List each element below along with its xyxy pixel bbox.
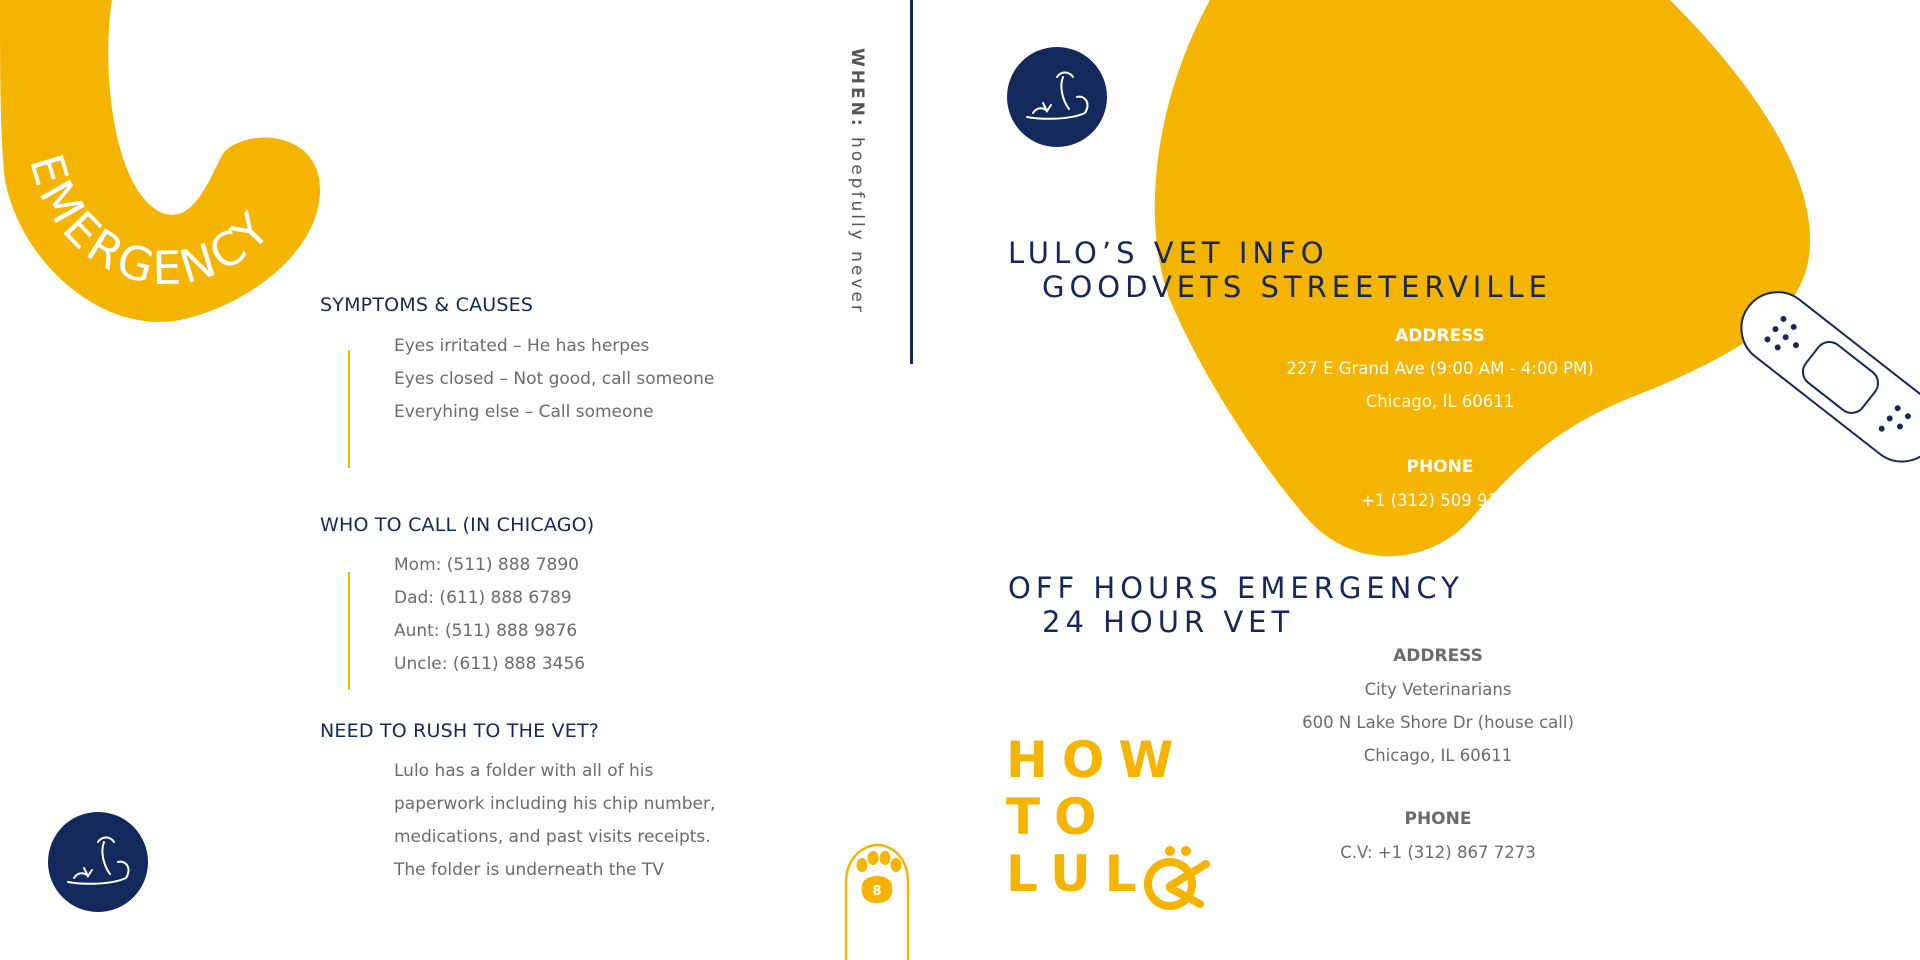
emergency-word: EMERGENCY [18, 147, 283, 296]
rush-text [394, 755, 715, 887]
list-item: Uncle: (611) 888 3456 [394, 654, 586, 674]
vet-phone: +1 (312) 509 9170 [1361, 491, 1519, 510]
dog-logo-icon [1007, 47, 1107, 147]
page-number: 8 [872, 884, 882, 899]
who-to-call-list [394, 549, 585, 681]
dog-logo-icon [48, 812, 148, 912]
vet-address-label: ADDRESS [1395, 326, 1485, 346]
text-line: Lulo has a folder with all of his [394, 761, 654, 781]
list-item: Eyes closed – Not good, call someone [394, 369, 715, 389]
off-hours-address-label: ADDRESS [1393, 646, 1483, 666]
list-item: Eyes irritated – He has herpes [394, 336, 650, 356]
vet-name-heading: GOODVETS STREETERVILLE [1042, 270, 1552, 304]
address-line: City Veterinarians [1364, 680, 1512, 699]
symptoms-title: SYMPTOMS & CAUSES [320, 294, 534, 316]
address-line: Chicago, IL 60611 [1363, 746, 1513, 765]
lul-word: LUL [1006, 845, 1151, 903]
when-label: WHEN: [847, 48, 867, 129]
vet-phone-label: PHONE [1406, 457, 1474, 477]
symptoms-accent-line [348, 350, 350, 468]
who-to-call-accent-line [348, 572, 350, 690]
when-text [839, 48, 869, 315]
text-line: paperwork including his chip number, [394, 794, 716, 814]
off-hours-heading: OFF HOURS EMERGENCY [1008, 571, 1464, 605]
off-hours-address [1238, 673, 1638, 772]
emergency-hook-shape [0, 0, 330, 330]
rush-title: NEED TO RUSH TO THE VET? [320, 720, 600, 742]
symptoms-list [394, 330, 714, 429]
24-hour-vet-heading: 24 HOUR VET [1042, 605, 1295, 639]
list-item: Aunt: (511) 888 9876 [394, 621, 578, 641]
list-item: Mom: (511) 888 7890 [394, 555, 579, 575]
bandage-icon [1735, 262, 1920, 482]
who-to-call-title: WHO TO CALL (IN CHICAGO) [320, 514, 595, 536]
when-value: hoepfully never [847, 137, 867, 315]
paw-icon [842, 843, 912, 960]
list-item: Everyhing else – Call someone [394, 402, 654, 422]
to-word: TO [1006, 788, 1111, 846]
text-line: medications, and past visits receipts. [394, 827, 711, 847]
list-item: Dad: (611) 888 6789 [394, 588, 572, 608]
vet-info-heading: LULO’S VET INFO [1008, 236, 1329, 270]
center-divider [910, 0, 913, 364]
text-line: The folder is underneath the TV [394, 860, 665, 880]
dog-face-icon [1140, 842, 1210, 914]
off-hours-phone: C.V: +1 (312) 867 7273 [1340, 843, 1536, 862]
off-hours-phone-label: PHONE [1404, 809, 1472, 829]
address-line: 227 E Grand Ave (9:00 AM - 4:00 PM) [1286, 359, 1594, 378]
how-word: HOW [1006, 731, 1188, 789]
vet-address [1240, 352, 1640, 418]
address-line: Chicago, IL 60611 [1365, 392, 1515, 411]
address-line: 600 N Lake Shore Dr (house call) [1302, 713, 1574, 732]
